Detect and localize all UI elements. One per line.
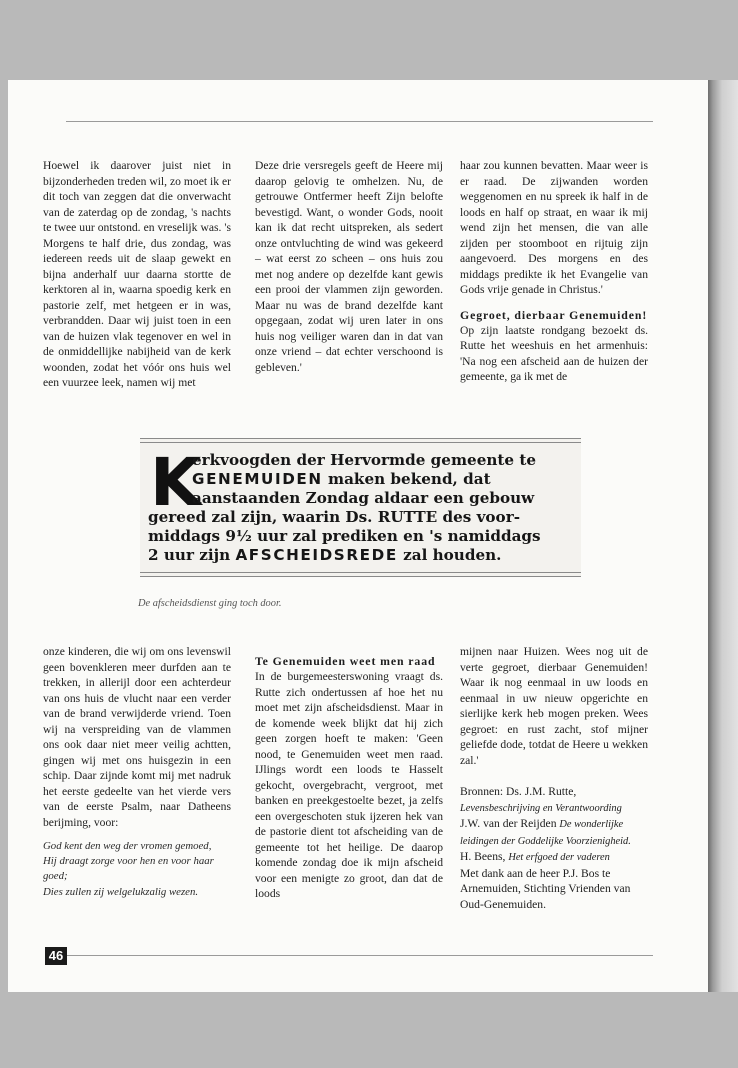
clipping-line-2: GENEMUIDEN maken bekend, dat: [192, 470, 491, 488]
source-entry: J.W. van der Reijden De wonderlijke leidingen der Goddelijke Voorzienigheid.: [460, 817, 631, 847]
paragraph: mijnen naar Huizen. Wees nog uit de verte gegroet, dierbaar Genemuiden! Waar ik nog eenmaal in uw loods en eenmaal in uw nieuw opgerichte en sierlijke kerk heb mogen preken. Wees gegroet: en rust zacht, stof mijner geliefde dode, totdat de Heere u wekken zal.': [460, 645, 648, 767]
top-rule: [66, 121, 653, 122]
clipping-line-6: 2 uur zijn AFSCHEIDSREDE zal houden.: [148, 546, 502, 564]
source-entry: H. Beens, Het erfgoed der vaderen: [460, 850, 610, 863]
paragraph: In de burgemeesterswoning vraagt ds. Rutte zich ondertussen af hoe het nu moet met zijn afscheidsdienst. Maar in de komende week blijkt dat hij zich geen zorgen hoeft te maken: 'Geen nood, te Genemuiden weet men raad. IJlings wordt een loods te Hasselt gekocht, overgebracht, vergroot, met banken en preekgestoelte bezet, ja zelfs een overgeschoten stuk ijzeren hek van de pastorie dient tot afscheiding van de gemeente tot het heilige. De daarop komende zondag doe ik mijn afscheid voor een menigte zo groot, dan dat de loods: [255, 670, 443, 900]
bottom-column-2: [255, 644, 443, 902]
newspaper-clipping: [140, 438, 581, 577]
clipping-line-3: aanstaanden Zondag aldaar een gebouw: [192, 489, 535, 507]
next-page-edge: [708, 80, 738, 992]
psalm-verse: [43, 839, 231, 900]
paragraph: Op zijn laatste rondgang bezoekt ds. Rutte het weeshuis en het armenhuis: 'Na nog een afscheid aan de huizen der gemeente, ga ik met de: [460, 323, 648, 383]
sources: [460, 784, 648, 913]
paragraph: onze kinderen, die wij om ons levenswil geen bovenkleren meer durfden aan te trekken, in allerijl door een achterdeur van ons huis de vlucht naar een verder van de brand verwijderde vriend. Toen wij na verspreiding van de vlammen ons ook daar niet meer veilig achtten, gingen wij met ons huisgezin in een schip. Daar zijnde komt mij met nadruk het eerste gedeelte van het vierde vers van de eerste Psalm, naar Datheens berijming, voor:: [43, 645, 231, 829]
paragraph: Deze drie versregels geeft de Heere mij daarop gelovig te omhelzen. Nu, de getrouwe Ontfermer heeft Zijn belofte bevestigd. Want, o wonder Gods, nooit kan ik dat recht uitspreken, als sedert onze ontvluchting de wind was gekeerd – wat eerst zo scheen – ons huis zou met nog andere op dezelfde kant gewis een prooi der vlammen zijn geworden. Maar nu was de brand dezelfde kant opgegaan, zodat wij uren later in ons huis nog veiliger waren dan in dat van onze vriend – dat echter verschoond is gebleven.': [255, 159, 443, 374]
page-number: 46: [45, 947, 67, 965]
section-heading: Te Genemuiden weet men raad: [255, 654, 436, 668]
source-entry: Met dank aan de heer P.J. Bos te Arnemuiden, Stichting Vrienden van Oud-Genemuiden.: [460, 866, 631, 911]
clipping-line-1: erkvoogden der Hervormde gemeente te: [192, 451, 537, 469]
paragraph: Hoewel ik daarover juist niet in bijzonderheden treden wil, zo moet ik er dit toch van zeggen dat die onverwacht van de zaterdag op de zondag, 's nachts te twee uur ontstond. en vreselijk was. 's Morgens te half drie, dus zondag, was iedereen reeds uit de slaap gewekt en bijna anderhalf uur daarna stortte de kerktoren al in, waarna spoedig kerk en pastorie zelf, met hetgeen er in was, verbrandden. Daar wij juist toen in een van de huizen vlak tegenover en wel in de onmiddellijke nabijheid van de kerk woonden, zodat het vóór ons huis wel een vuurzee leek, namen wij met: [43, 159, 231, 389]
top-column-2: [255, 158, 443, 375]
clipping-line-5: middags 9½ uur zal prediken en 's namiddags: [148, 527, 541, 545]
bottom-column-1: [43, 644, 231, 900]
verse-line: Dies zullen zij welgelukzalig wezen.: [43, 885, 199, 898]
clipping-initial: K: [150, 444, 202, 521]
section-heading: Gegroet, dierbaar Genemuiden!: [460, 307, 648, 322]
top-column-3: [460, 158, 648, 385]
magazine-page: [8, 80, 708, 992]
top-column-1: [43, 158, 231, 391]
verse-line: God kent den weg der vromen gemoed,: [43, 840, 212, 852]
clipping-caption: De afscheidsdienst ging toch door.: [138, 598, 282, 609]
bottom-rule: [67, 955, 653, 956]
clipping-line-4: gereed zal zijn, waarin Ds. RUTTE des voor-: [148, 508, 520, 526]
paragraph: haar zou kunnen bevatten. Maar weer is er raad. De zijwanden worden weggenomen en nu spreek ik half in de loods en half op straat, en waar ik mij wend zijn het mensen, die van alle zijden per stoomboot en rijtuig zijn aangevoerd. Des morgens en des middags predikte ik het Evangelie van Gods vrije genade in Christus.': [460, 159, 648, 296]
verse-line: Hij draagt zorge voor hen en voor haar goed;: [43, 855, 214, 883]
source-entry: Bronnen: Ds. J.M. Rutte, Levensbeschrijving en Verantwoording: [460, 785, 622, 814]
bottom-column-3: [460, 644, 648, 913]
